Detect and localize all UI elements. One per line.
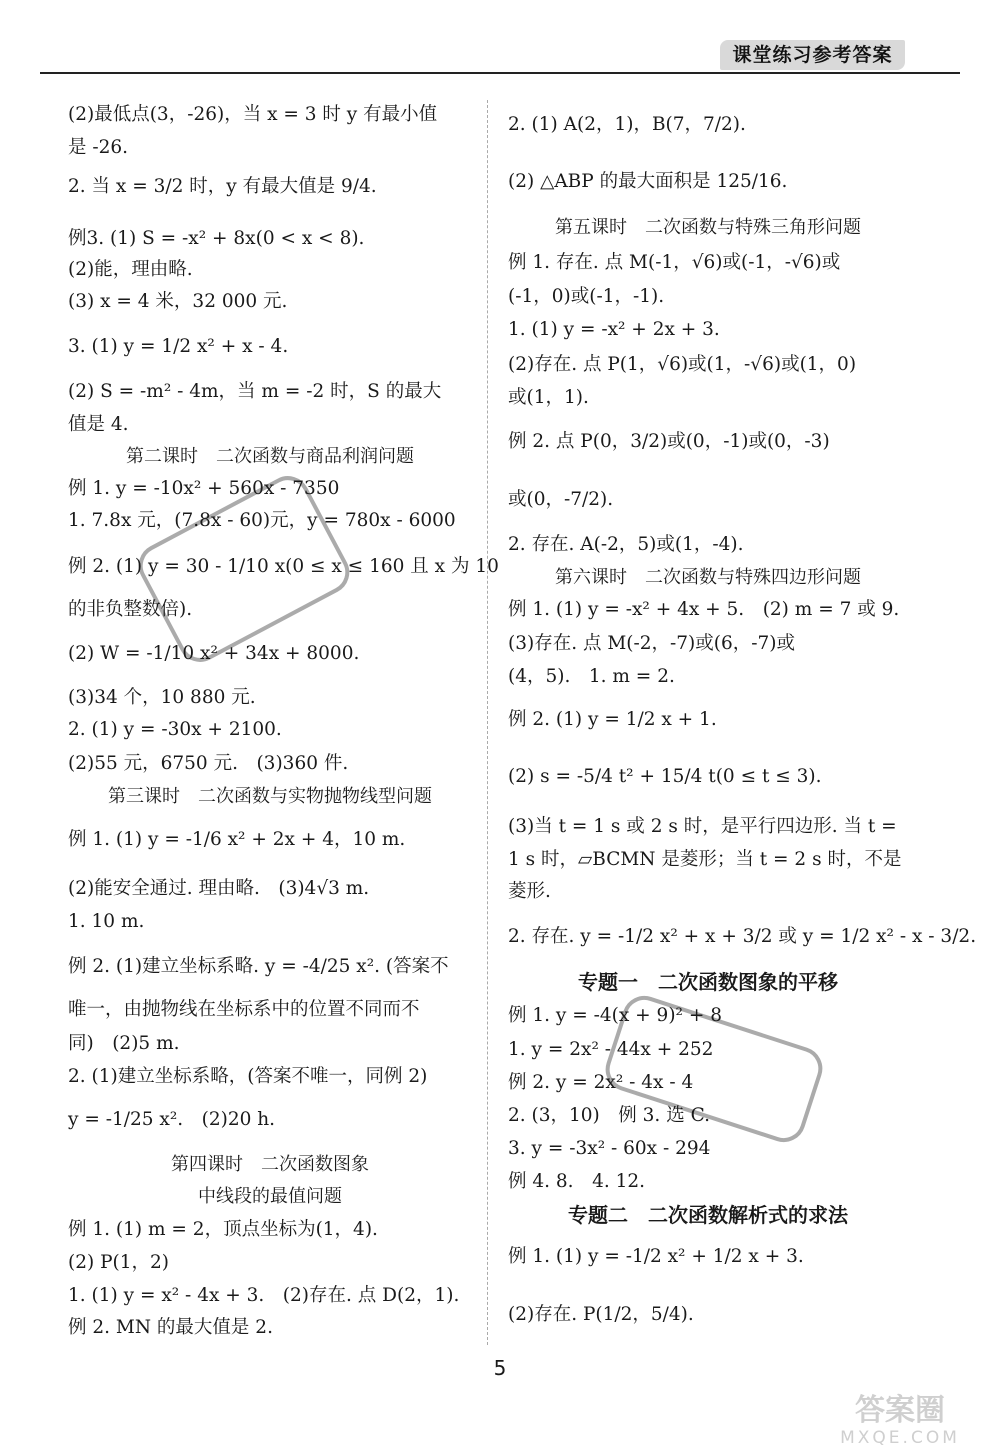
answer-line: y = -1/25 x². (2)20 h. (68, 1109, 276, 1130)
answer-line: (2)能安全通过. 理由略. (3)4√3 m. (68, 878, 370, 899)
answer-line: (2) W = -1/10 x² + 34x + 8000. (68, 643, 360, 664)
topic-heading: 专题一 二次函数图象的平移 (578, 970, 838, 994)
answer-line: 例 2. 点 P(0，3/2)或(0，-1)或(0，-3) (508, 431, 830, 452)
column-divider (487, 100, 488, 1345)
answer-line: (3) x = 4 米，32 000 元. (68, 291, 288, 312)
answer-line: 或(0，-7/2). (508, 489, 614, 510)
answer-line: (3)存在. 点 M(-2，-7)或(6，-7)或 (508, 633, 795, 654)
answer-line: 1. y = 2x² - 44x + 252 (508, 1039, 714, 1060)
answer-line: (2)存在. P(1/2，5/4). (508, 1304, 694, 1325)
answer-line: 3. (1) y = 1/2 x² + x - 4. (68, 336, 289, 357)
answer-line: (2) P(1，2) (68, 1252, 170, 1273)
answer-line: 2. (3，10) 例 3. 选 C. (508, 1105, 710, 1126)
answer-line: 例 2. y = 2x² - 4x - 4 (508, 1072, 694, 1093)
answer-line: 例 1. 存在. 点 M(-1，√6)或(-1，-√6)或 (508, 252, 841, 273)
answer-line: 1. 10 m. (68, 911, 145, 932)
answer-line: (2)存在. 点 P(1，√6)或(1，-√6)或(1，0) (508, 354, 857, 375)
watermark-logo-text: 答案圈 (855, 1393, 945, 1428)
answer-line: 是 -26. (68, 137, 129, 158)
answer-line: 例 1. y = -4(x + 9)² + 8 (508, 1005, 722, 1026)
answer-line: 2. 存在. A(-2，5)或(1，-4). (508, 534, 744, 555)
answer-line: 例 2. (1) y = 1/2 x + 1. (508, 709, 717, 730)
answer-line: 1. 7.8x 元，(7.8x - 60)元，y = 780x - 6000 (68, 510, 456, 531)
section-heading: 第五课时 二次函数与特殊三角形问题 (555, 217, 861, 238)
header-rule (40, 72, 960, 74)
watermark-logo (820, 1395, 980, 1451)
section-heading: 第二课时 二次函数与商品利润问题 (126, 446, 414, 467)
answer-line: 例 1. (1) m = 2，顶点坐标为(1，4). (68, 1219, 378, 1240)
answer-line: 例 2. (1)建立坐标系略. y = -4/25 x². (答案不 (68, 956, 449, 977)
answer-line: (2)最低点(3，-26)，当 x = 3 时 y 有最小值 (68, 104, 438, 125)
answer-line: 2. (1) y = -30x + 2100. (68, 719, 282, 740)
answer-line: 例 2. (1) y = 30 - 1/10 x(0 ≤ x ≤ 160 且 x 为 10 (68, 556, 499, 577)
answer-line: 例 1. y = -10x² + 560x - 7350 (68, 478, 340, 499)
answer-line: 值是 4. (68, 414, 129, 435)
header-title: 课堂练习参考答案 (720, 40, 905, 70)
answer-line: 3. y = -3x² - 60x - 294 (508, 1138, 711, 1159)
answer-line: (2) △ABP 的最大面积是 125/16. (508, 171, 788, 192)
answer-line: (2) S = -m² - 4m，当 m = -2 时，S 的最大 (68, 381, 442, 402)
answer-line: (4，5). 1. m = 2. (508, 666, 675, 687)
answer-line: 2. (1)建立坐标系略，(答案不唯一，同例 2) (68, 1066, 428, 1087)
watermark-url: MXQE.COM (840, 1428, 960, 1448)
answer-line: 例 1. (1) y = -1/2 x² + 1/2 x + 3. (508, 1246, 804, 1267)
section-heading: 第四课时 二次函数图象 (171, 1154, 369, 1175)
answer-line: 例 1. (1) y = -1/6 x² + 2x + 4，10 m. (68, 829, 406, 850)
answer-line: 的非负整数倍). (68, 599, 193, 620)
answer-line: 同) (2)5 m. (68, 1033, 180, 1054)
answer-line: (3)34 个，10 880 元. (68, 687, 256, 708)
answer-line: 例 4. 8. 4. 12. (508, 1171, 646, 1192)
answer-line: 1. (1) y = x² - 4x + 3. (2)存在. 点 D(2，1). (68, 1285, 460, 1306)
answer-line: 2. 当 x = 3/2 时，y 有最大值是 9/4. (68, 176, 377, 197)
answer-line: 例3. (1) S = -x² + 8x(0 < x < 8). (68, 228, 365, 249)
answer-line: 例 2. MN 的最大值是 2. (68, 1317, 273, 1338)
section-heading: 第六课时 二次函数与特殊四边形问题 (555, 567, 861, 588)
answer-line: 2. 存在. y = -1/2 x² + x + 3/2 或 y = 1/2 x² - x - 3/2. (508, 926, 977, 947)
answer-line: 例 1. (1) y = -x² + 4x + 5. (2) m = 7 或 9. (508, 599, 900, 620)
topic-heading: 专题二 二次函数解析式的求法 (568, 1203, 848, 1227)
page-number: 5 (493, 1356, 507, 1380)
answer-line: 1 s 时，▱BCMN 是菱形；当 t = 2 s 时，不是 (508, 849, 902, 870)
answer-line: 菱形. (508, 881, 551, 902)
answer-line: (-1，0)或(-1，-1). (508, 286, 665, 307)
answer-line: (2)能，理由略. (68, 259, 193, 280)
answer-line: (3)当 t = 1 s 或 2 s 时，是平行四边形. 当 t = (508, 816, 897, 837)
answer-line: 唯一，由抛物线在坐标系中的位置不同而不 (68, 999, 420, 1020)
answer-line: 或(1，1). (508, 387, 589, 408)
section-heading: 中线段的最值问题 (198, 1186, 342, 1207)
answer-line: 1. (1) y = -x² + 2x + 3. (508, 319, 720, 340)
section-heading: 第三课时 二次函数与实物抛物线型问题 (108, 786, 432, 807)
answer-line: (2) s = -5/4 t² + 15/4 t(0 ≤ t ≤ 3). (508, 766, 822, 787)
answer-line: (2)55 元，6750 元. (3)360 件. (68, 753, 349, 774)
answer-line: 2. (1) A(2，1)，B(7，7/2). (508, 114, 746, 135)
